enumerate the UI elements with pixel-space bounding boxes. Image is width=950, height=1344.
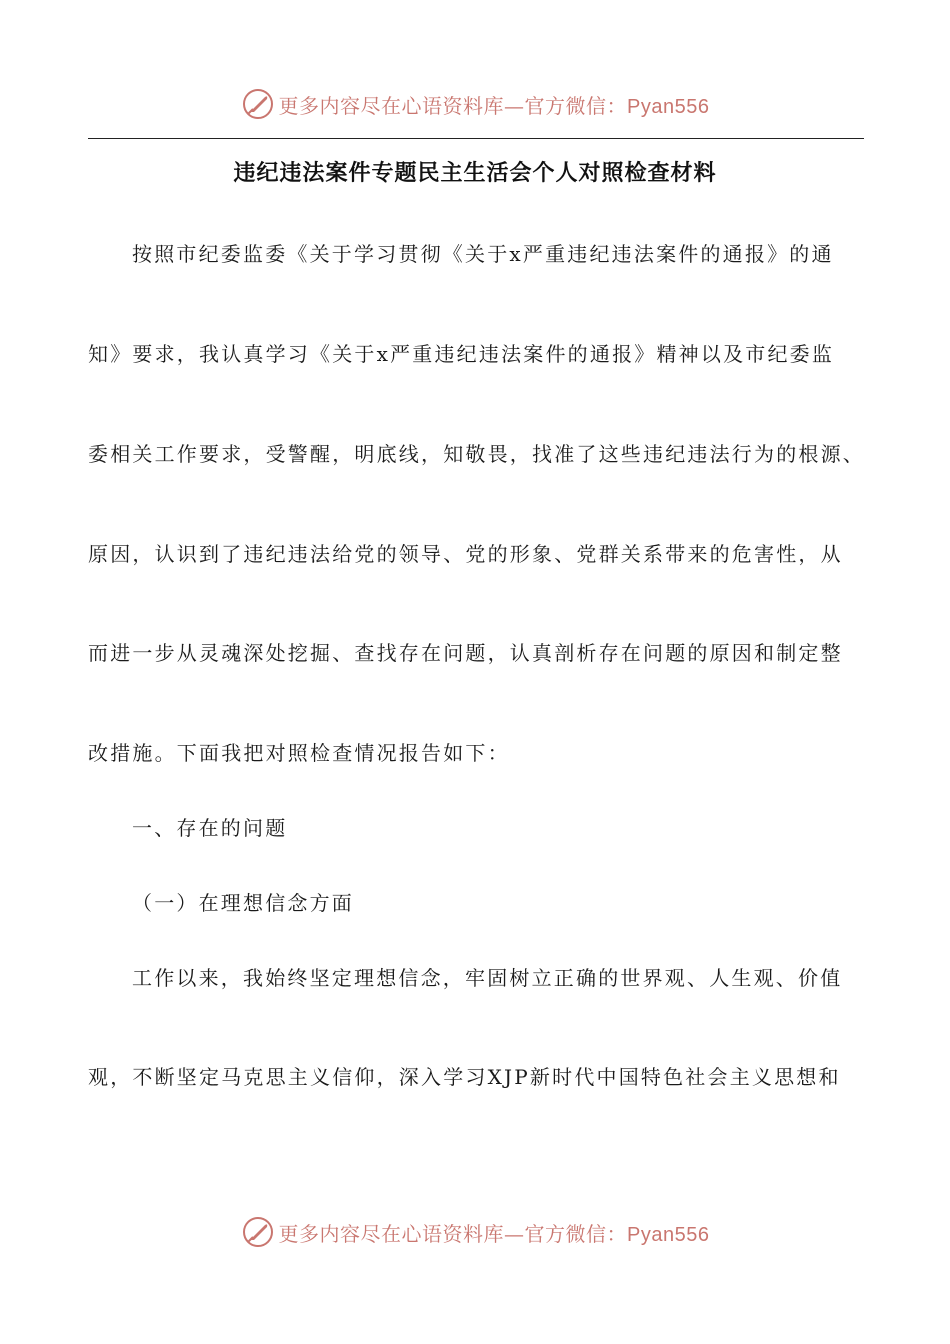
body-line: 原因，认识到了违纪违法给党的领导、党的形象、党群关系带来的危害性，从 — [88, 542, 843, 566]
header-rule — [88, 138, 864, 139]
section-heading: 一、存在的问题 — [132, 816, 288, 840]
body-line: 而进一步从灵魂深处挖掘、查找存在问题，认真剖析存在问题的原因和制定整 — [88, 641, 843, 665]
body-line: 知》要求，我认真学习《关于x严重违纪违法案件的通报》精神以及市纪委监 — [88, 342, 835, 366]
body-line: 按照市纪委监委《关于学习贯彻《关于x严重违纪违法案件的通报》的通 — [132, 242, 834, 266]
feather-pen-logo-icon — [241, 87, 275, 121]
body-line: 观，不断坚定马克思主义信仰，深入学习XJP新时代中国特色社会主义思想和 — [88, 1065, 841, 1089]
header-wechat-id: Pyan556 — [627, 95, 710, 118]
body-line: 委相关工作要求，受警醒，明底线，知敬畏，找准了这些违纪违法行为的根源、 — [88, 442, 865, 466]
document-title: 违纪违法案件专题民主生活会个人对照检查材料 — [233, 161, 717, 186]
subsection-heading: （一）在理想信念方面 — [132, 891, 354, 915]
header-banner-text: 更多内容尽在心语资料库—官方微信：Pyan556 — [278, 93, 710, 118]
footer-banner — [0, 1212, 950, 1252]
footer-banner-text: 更多内容尽在心语资料库—官方微信：Pyan556 — [278, 1221, 710, 1246]
header-banner — [0, 84, 950, 124]
body-line: 工作以来，我始终坚定理想信念，牢固树立正确的世界观、人生观、价值 — [132, 966, 843, 990]
body-line: 改措施。下面我把对照检查情况报告如下： — [88, 741, 510, 765]
footer-wechat-id: Pyan556 — [627, 1223, 710, 1246]
feather-pen-logo-icon — [241, 1215, 275, 1249]
